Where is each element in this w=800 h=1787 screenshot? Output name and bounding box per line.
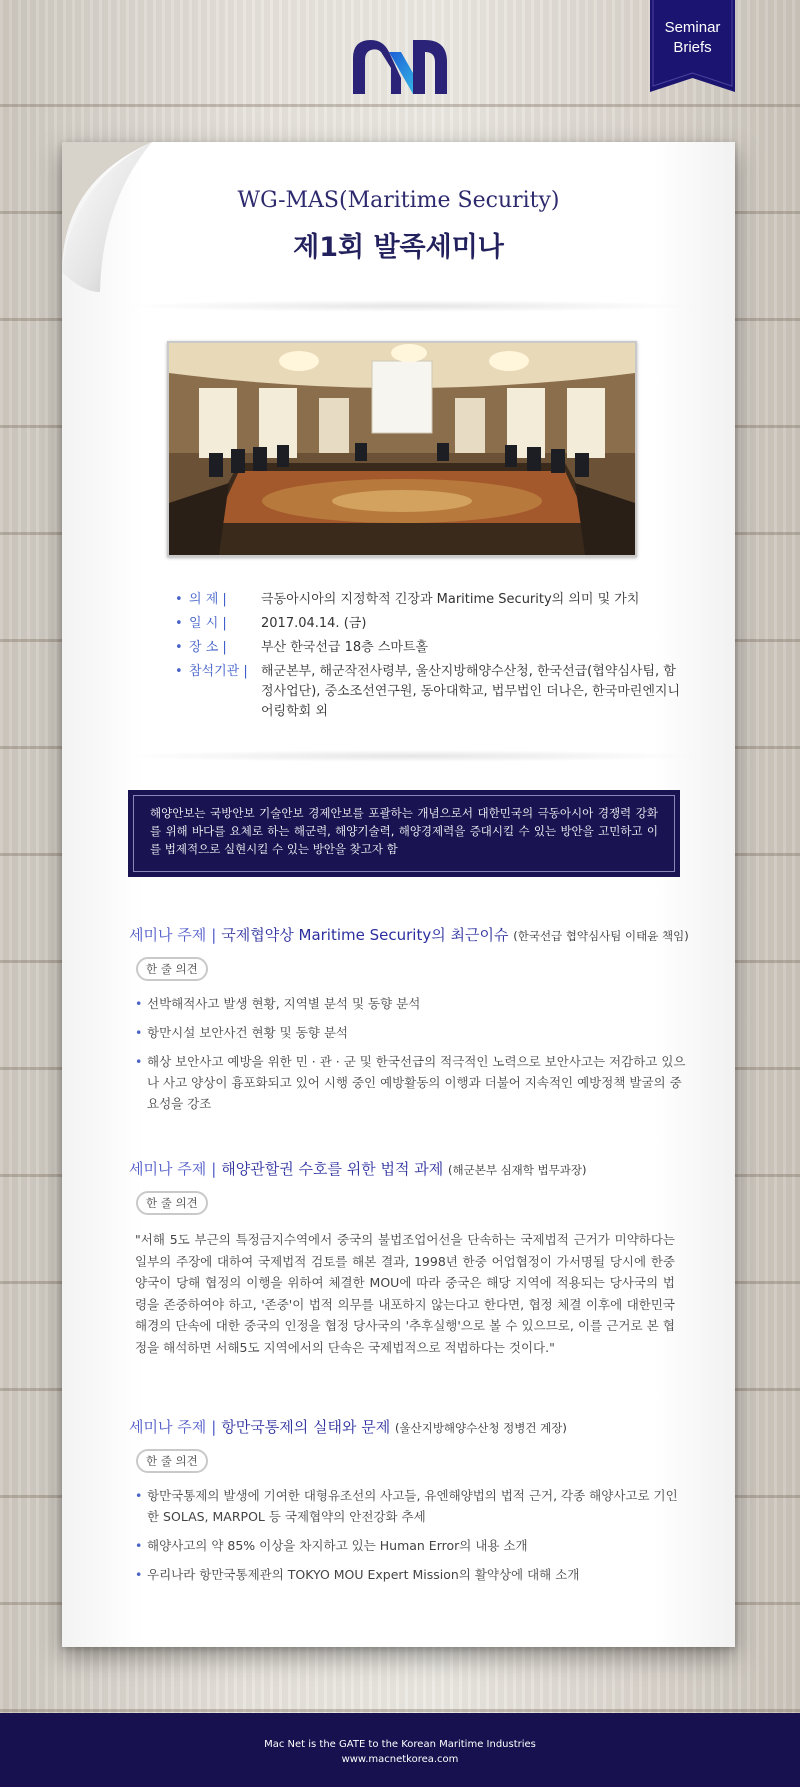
- info-value: 부산 한국선급 18층 스마트홀: [261, 640, 429, 655]
- ribbon-label: Seminar Briefs: [664, 19, 721, 56]
- topic-speaker: (해군본부 심재학 법무과장): [448, 1163, 587, 1177]
- info-value: 극동아시아의 지정학적 긴장과 Maritime Security의 의미 및 가치: [261, 592, 640, 607]
- topic-title: 국제협약상 Maritime Security의 최근이슈: [221, 926, 509, 944]
- info-row-attendees: [175, 662, 685, 722]
- info-row-date: [175, 614, 685, 634]
- summary-box: [128, 790, 680, 877]
- info-row-agenda: [175, 590, 685, 610]
- seminar-subtitle: WG-MAS(Maritime Security): [237, 188, 560, 213]
- footer-website-link[interactable]: www.macnetkorea.com: [341, 1754, 459, 1765]
- info-label: • 장 소 |: [189, 640, 227, 655]
- topic-title: 해양관할권 수호를 위한 법적 과제: [221, 1160, 444, 1178]
- macnet-logo: [351, 38, 449, 96]
- summary-text: 해양안보는 국방안보 기술안보 경제안보를 포괄하는 개념으로서 대한민국의 극동아시아 경쟁력 강화를 위해 바다를 요체로 하는 해군력, 해양기술력, 해양경제력을 증대시킬 수 있는 방안을 고민하고 이를 법제적으로 실현시킬 수 있는 방안을 찾고자 함: [133, 795, 675, 872]
- info-row-venue: [175, 638, 685, 658]
- conference-room-photo: [167, 341, 637, 557]
- topic-speaker: (울산지방해양수산청 정병건 계장): [395, 1421, 567, 1435]
- topic-section-1: [129, 924, 689, 1122]
- topic-quote: "서해 5도 부근의 특정금지수역에서 중국의 불법조업어선을 단속하는 국제법적 근거가 미약하다는 일부의 주장에 대하여 국제법적 검토를 해본 결과, 1998년 한중 어업협정이 가서명될 당시에 한중 양국이 당해 협정의 이행을 위하여 체결한 MOU에 따라 중국은 해당 지역에 적용되는 당사국의 법령을 존중하여야 하고, '존중'이 법적 의무를 내포하지 않는다고 한다면, 협정 체결 이후에 대한민국 해경의 단속에 대한 중국의 인정을 협정 당사국의 '추후실행'으로 볼 수 있으므로, 이를 근거로 본 협정을 해석하면 서해5도 지역에서의 단속은 국제법적으로 적법하다는 것이다.": [135, 1232, 675, 1355]
- topic-bullets: [135, 1485, 689, 1585]
- list-item: • 항만시설 보안사건 현황 및 동향 분석: [135, 1022, 689, 1043]
- info-label: • 일 시 |: [189, 616, 227, 631]
- divider: [120, 750, 700, 762]
- seminar-info-list: [175, 590, 685, 726]
- divider: [120, 300, 700, 312]
- topic-title: 항만국통제의 실태와 문제: [221, 1418, 391, 1436]
- info-value: 해군본부, 해군작전사령부, 울산지방해양수산청, 한국선급(협약심사팀, 함정사업단), 중소조선연구원, 동아대학교, 법무법인 더나은, 한국마린엔지니어링학회 외: [261, 664, 681, 719]
- one-line-opinion-badge: 한 줄 의견: [136, 957, 208, 981]
- list-item: • 선박해적사고 발생 현황, 지역별 분석 및 동향 분석: [135, 993, 689, 1014]
- topic-bullets: [135, 993, 689, 1114]
- list-item: • 항만국통제의 발생에 기여한 대형유조선의 사고들, 유엔해양법의 법적 근거, 각종 해양사고로 기인한 SOLAS, MARPOL 등 국제협약의 안전강화 추세: [135, 1485, 689, 1527]
- topic-section-3: [129, 1416, 689, 1593]
- topic-heading: 세미나 주제 | 국제협약상 Maritime Security의 최근이슈 (한국선급 협약심사팀 이태윤 책임): [129, 926, 689, 944]
- topic-heading: 세미나 주제 | 항만국통제의 실태와 문제 (울산지방해양수산청 정병건 계장): [129, 1418, 567, 1436]
- one-line-opinion-badge: 한 줄 의견: [136, 1449, 208, 1473]
- one-line-opinion-badge: 한 줄 의견: [136, 1191, 208, 1215]
- list-item: • 우리나라 항만국통제관의 TOKYO MOU Expert Mission의 활약상에 대해 소개: [135, 1564, 689, 1585]
- topic-speaker: (한국선급 협약심사팀 이태윤 책임): [513, 929, 689, 943]
- footer: [0, 1713, 800, 1787]
- info-value: 2017.04.14. (금): [261, 616, 367, 631]
- footer-tagline: Mac Net is the GATE to the Korean Maritime Industries: [264, 1739, 536, 1750]
- info-label: • 참석기관 |: [189, 664, 248, 679]
- info-label: • 의 제 |: [189, 592, 227, 607]
- topic-heading: 세미나 주제 | 해양관할권 수호를 위한 법적 과제 (해군본부 심재학 법무과장): [129, 1160, 587, 1178]
- topic-section-2: [129, 1158, 689, 1358]
- seminar-title: 제1회 발족세미나: [293, 232, 504, 263]
- list-item: • 해양사고의 약 85% 이상을 차지하고 있는 Human Error의 내용 소개: [135, 1535, 689, 1556]
- list-item: • 해상 보안사고 예방을 위한 민 · 관 · 군 및 한국선급의 적극적인 노력으로 보안사고는 저감하고 있으나 사고 양상이 흉포화되고 있어 시행 중인 예방활동의 이행과 더불어 지속적인 예방정책 발굴의 중요성을 강조: [135, 1051, 689, 1114]
